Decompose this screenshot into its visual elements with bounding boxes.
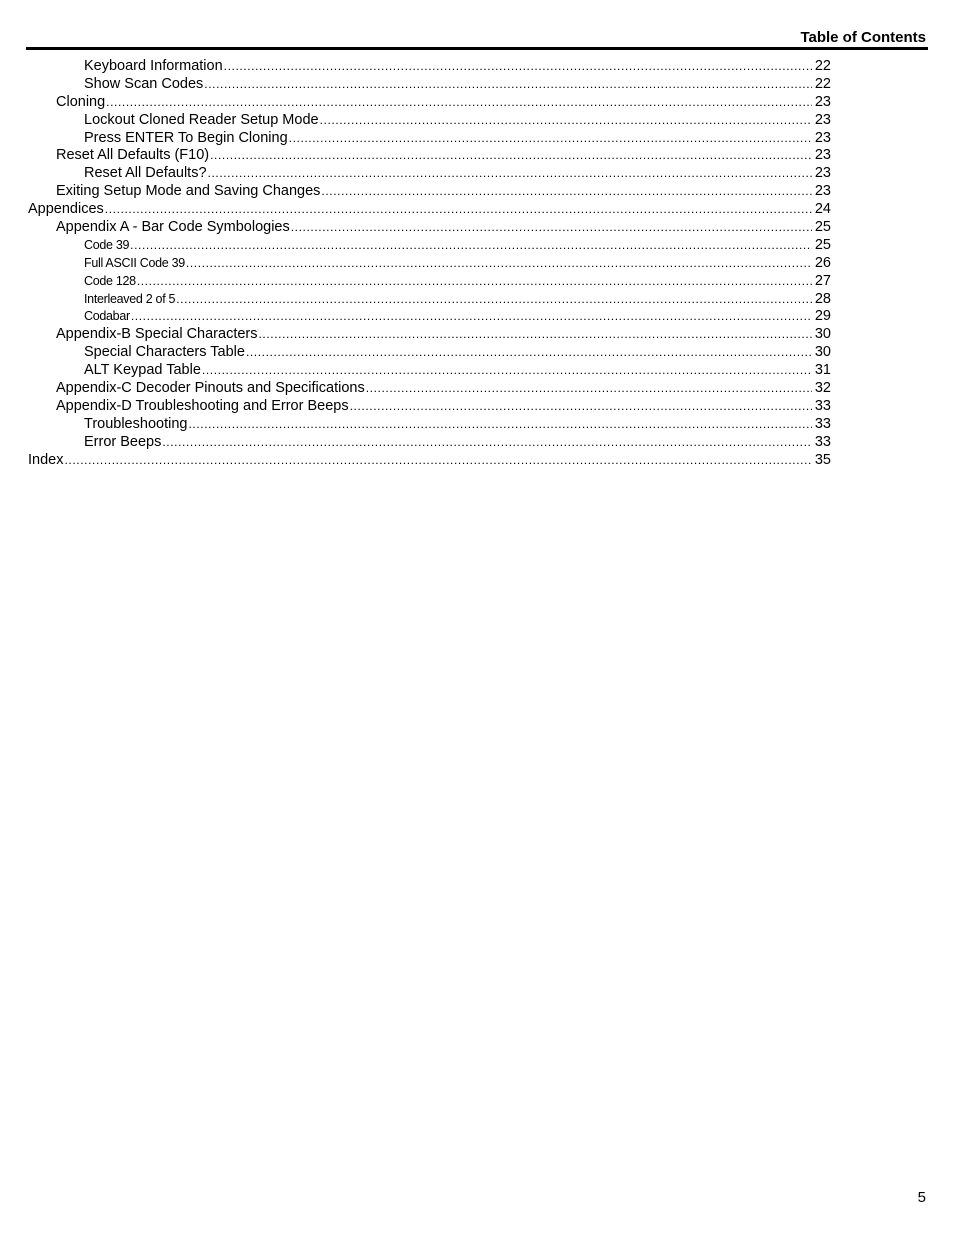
toc-dot-leader bbox=[291, 219, 812, 237]
toc-entry-page: 33 bbox=[814, 433, 831, 450]
toc-entry-title: Lockout Cloned Reader Setup Mode bbox=[84, 111, 319, 128]
toc-entry-title: Troubleshooting bbox=[84, 415, 188, 432]
toc-entry-page: 33 bbox=[814, 397, 831, 414]
toc-dot-leader bbox=[366, 380, 812, 398]
toc-entry-page: 23 bbox=[814, 111, 831, 128]
toc-dot-leader bbox=[131, 308, 812, 326]
toc-entry[interactable] bbox=[28, 112, 831, 130]
toc-entry[interactable] bbox=[28, 398, 831, 416]
toc-dot-leader bbox=[188, 416, 812, 434]
toc-entry[interactable] bbox=[28, 165, 831, 183]
toc-entry-title: Code 39 bbox=[84, 237, 130, 252]
toc-dot-leader bbox=[64, 452, 812, 470]
toc-entry-title: Appendix A - Bar Code Symbologies bbox=[56, 219, 290, 236]
toc-entry-title: Special Characters Table bbox=[84, 344, 245, 361]
toc-entry-title: Exiting Setup Mode and Saving Changes bbox=[56, 183, 321, 200]
toc-entry-page: 23 bbox=[814, 93, 831, 110]
toc-entry-page: 23 bbox=[814, 129, 831, 146]
toc-entry-title: Code 128 bbox=[84, 273, 136, 288]
toc-entry[interactable] bbox=[28, 362, 831, 380]
toc-entry[interactable] bbox=[28, 273, 831, 291]
toc-entry[interactable] bbox=[28, 255, 831, 273]
toc-entry-page: 26 bbox=[814, 254, 831, 271]
toc-entry-page: 28 bbox=[814, 290, 831, 307]
toc-dot-leader bbox=[162, 434, 812, 452]
toc-dot-leader bbox=[176, 291, 812, 309]
toc-dot-leader bbox=[321, 183, 812, 201]
toc-entry-page: 32 bbox=[814, 380, 831, 397]
toc-entry-title: Error Beeps bbox=[84, 433, 162, 450]
toc-entry-title: Reset All Defaults (F10) bbox=[56, 147, 210, 164]
toc-entry-page: 23 bbox=[814, 165, 831, 182]
toc-entry[interactable] bbox=[28, 130, 831, 148]
toc-dot-leader bbox=[259, 326, 813, 344]
toc-entry[interactable] bbox=[28, 308, 831, 326]
toc-entry[interactable] bbox=[28, 291, 831, 309]
toc-entry-title: Full ASCII Code 39 bbox=[84, 255, 185, 270]
toc-dot-leader bbox=[105, 201, 812, 219]
table-of-contents bbox=[28, 58, 831, 469]
toc-entry[interactable] bbox=[28, 94, 831, 112]
toc-entry[interactable] bbox=[28, 344, 831, 362]
toc-dot-leader bbox=[204, 76, 812, 94]
toc-entry[interactable] bbox=[28, 219, 831, 237]
toc-entry-title: Interleaved 2 of 5 bbox=[84, 291, 176, 306]
toc-dot-leader bbox=[320, 112, 812, 130]
toc-entry-title: Appendices bbox=[28, 201, 104, 218]
toc-entry[interactable] bbox=[28, 326, 831, 344]
toc-entry-title: Index bbox=[28, 451, 64, 468]
toc-entry[interactable] bbox=[28, 452, 831, 470]
header-divider bbox=[26, 47, 928, 50]
toc-dot-leader bbox=[137, 273, 812, 291]
toc-dot-leader bbox=[246, 344, 812, 362]
toc-entry[interactable] bbox=[28, 380, 831, 398]
toc-entry-page: 30 bbox=[814, 326, 831, 343]
toc-entry-title: Show Scan Codes bbox=[84, 75, 204, 92]
toc-entry[interactable] bbox=[28, 237, 831, 255]
toc-entry-page: 23 bbox=[814, 147, 831, 164]
toc-entry-page: 27 bbox=[814, 272, 831, 289]
toc-entry[interactable] bbox=[28, 434, 831, 452]
toc-dot-leader bbox=[186, 255, 812, 273]
toc-entry-title: Keyboard Information bbox=[84, 58, 223, 74]
toc-entry-page: 22 bbox=[814, 58, 831, 74]
toc-entry-page: 35 bbox=[814, 451, 831, 468]
toc-dot-leader bbox=[350, 398, 812, 416]
toc-dot-leader bbox=[224, 58, 812, 76]
toc-entry-page: 30 bbox=[814, 344, 831, 361]
toc-entry-title: ALT Keypad Table bbox=[84, 362, 201, 379]
toc-dot-leader bbox=[202, 362, 812, 380]
toc-entry[interactable] bbox=[28, 147, 831, 165]
toc-entry-page: 31 bbox=[814, 362, 831, 379]
toc-entry-page: 24 bbox=[814, 201, 831, 218]
toc-dot-leader bbox=[208, 165, 812, 183]
toc-entry-page: 25 bbox=[814, 219, 831, 236]
toc-entry-page: 33 bbox=[814, 415, 831, 432]
toc-entry-page: 22 bbox=[814, 75, 831, 92]
toc-entry[interactable] bbox=[28, 76, 831, 94]
toc-entry-title: Cloning bbox=[56, 93, 106, 110]
toc-entry-title: Reset All Defaults? bbox=[84, 165, 207, 182]
toc-dot-leader bbox=[289, 130, 812, 148]
toc-dot-leader bbox=[106, 94, 812, 112]
toc-entry-title: Codabar bbox=[84, 309, 130, 324]
toc-entry-page: 25 bbox=[814, 236, 831, 253]
toc-entry-title: Appendix-D Troubleshooting and Error Beeps bbox=[56, 397, 349, 414]
toc-entry-title: Appendix-B Special Characters bbox=[56, 326, 258, 343]
toc-entry-title: Appendix-C Decoder Pinouts and Specifications bbox=[56, 380, 365, 397]
toc-entry[interactable] bbox=[28, 416, 831, 434]
toc-entry-page: 23 bbox=[814, 183, 831, 200]
page-number: 5 bbox=[917, 1189, 926, 1206]
toc-dot-leader bbox=[210, 147, 812, 165]
toc-entry-title: Press ENTER To Begin Cloning bbox=[84, 129, 288, 146]
toc-entry[interactable] bbox=[28, 201, 831, 219]
toc-dot-leader bbox=[130, 237, 812, 255]
toc-entry[interactable] bbox=[28, 58, 831, 76]
toc-entry-page: 29 bbox=[814, 308, 831, 325]
page-header-title: Table of Contents bbox=[800, 29, 926, 46]
toc-entry[interactable] bbox=[28, 183, 831, 201]
